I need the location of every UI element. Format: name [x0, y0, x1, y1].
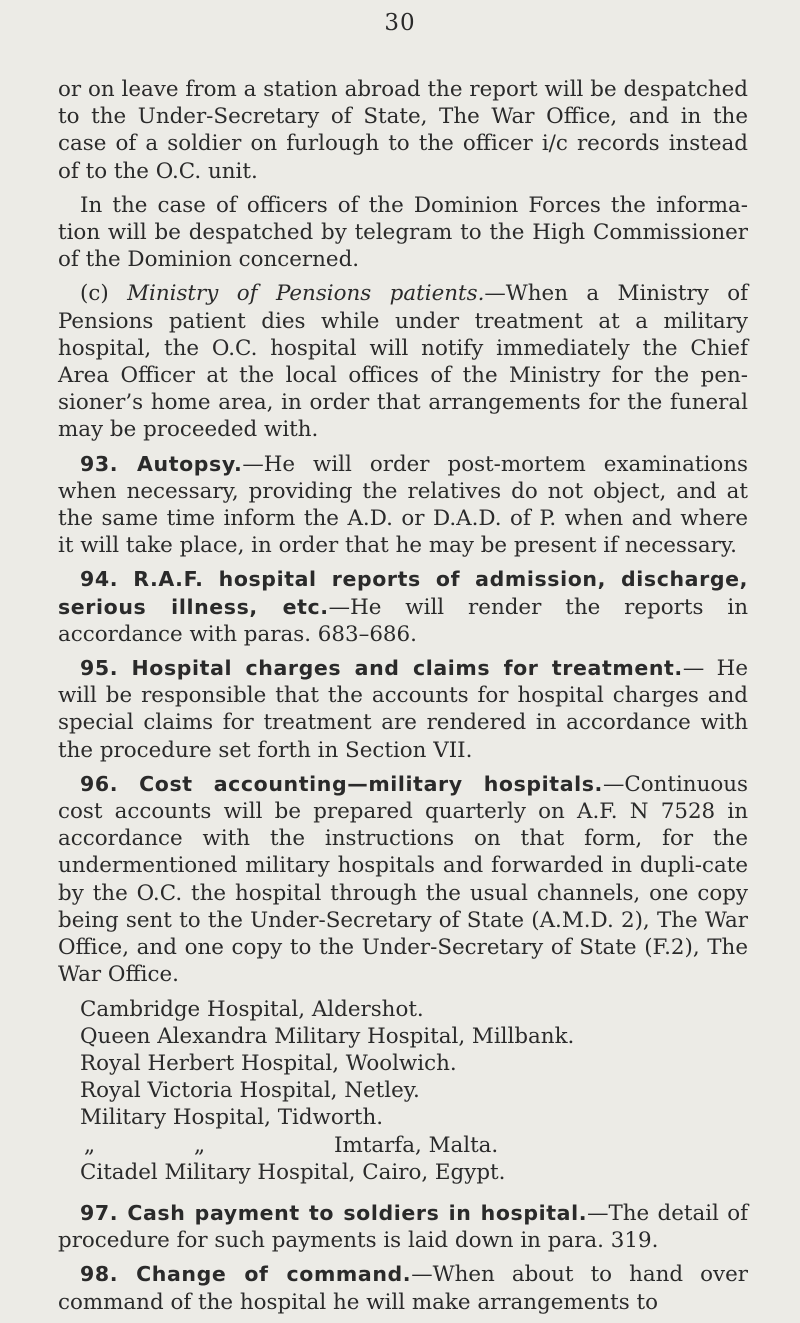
hospital-list-item: Citadel Military Hospital, Cairo, Egypt.	[80, 1159, 506, 1185]
ditto-marks	[80, 1132, 334, 1159]
paragraph-95-body: — He will be responsible that the accounts for hospital charges and special claims for treatment are rendered in accordance with the procedure set forth in Section VII.	[58, 656, 748, 763]
paragraph-94-heading: 94. R.A.F. hospital reports of admission, discharge, serious illness, etc.	[58, 567, 748, 619]
paragraph-97-heading: 97. Cash payment to soldiers in hospital.	[80, 1200, 588, 1225]
hospital-list-item: Cambridge Hospital, Aldershot.	[80, 996, 424, 1022]
paragraph-continuation: or on leave from a station abroad the report will be despatched to the Under-Secretary of State, The War Office, and in the case of a soldier on furlough to the officer i/c records instead of to the O.C. unit.	[58, 77, 748, 184]
hospital-list	[58, 996, 748, 1186]
paragraph-dominion-forces: In the case of officers of the Dominion Forces the informa-tion will be despatched by telegram to the High Commissioner of the Dominion concerned.	[58, 192, 748, 273]
paragraph-93-body: —He will order post-mortem examinations when necessary, providing the relatives do not object, and at the same time inform the A.D. or D.A.D. of P. when and where it will take place, in order that he may be present if necessary.	[58, 451, 748, 559]
paragraph-96-body: —Continuous cost accounts will be prepared quarterly on A.F. N 7528 in accordance with the instructions on that form, for the undermentioned military hospitals and forwarded in dupli-cate by the O.C. the hospital through the usual channels, one copy being sent to the Under-Secretary of State (A.M.D. 2), The War Office, and one copy to the Under-Secretary of State (F.2), The War Office.	[58, 771, 748, 988]
paragraph-93	[58, 451, 748, 560]
paragraph-95	[58, 655, 748, 764]
paragraph-95-heading: 95. Hospital charges and claims for treatment.	[80, 656, 683, 681]
paragraph-98-heading: 98. Change of command.	[80, 1262, 412, 1287]
ditto-mark: „	[84, 1132, 96, 1158]
hospital-list-item: Military Hospital, Tidworth.	[80, 1105, 384, 1131]
subsection-label: (c)	[80, 281, 109, 307]
document-body	[58, 76, 748, 1323]
paragraph-94	[58, 566, 748, 648]
page-number: 30	[384, 10, 416, 36]
subsection-heading: Ministry of Pensions patients.	[127, 281, 485, 307]
subsection-body: —When a Ministry of Pensions patient dies while under treatment at a military hospital, the O.C. hospital will notify immediately the Chief Area Officer at the local offices of the Ministry for the pen-sioner’s home area, in order that arrangements for the funeral may be proceeded with.	[58, 281, 749, 443]
ditto-mark: „	[194, 1132, 206, 1158]
paragraph-97	[58, 1200, 748, 1254]
hospital-place: Imtarfa, Malta.	[334, 1132, 499, 1158]
paragraph-ministry-of-pensions	[58, 280, 748, 443]
hospital-list-item	[80, 1132, 748, 1159]
hospital-list-item: Royal Victoria Hospital, Netley.	[80, 1078, 420, 1104]
paragraph-98-body: —When about to hand over command of the hospital he will make arrangements to	[58, 1262, 748, 1315]
hospital-list-item: Royal Herbert Hospital, Woolwich.	[80, 1050, 457, 1076]
paragraph-98	[58, 1261, 748, 1315]
paragraph-97-body: —The detail of procedure for such payments is laid down in para. 319.	[58, 1200, 748, 1254]
paragraph-93-heading: 93. Autopsy.	[80, 451, 243, 476]
paragraph-96	[58, 771, 748, 989]
hospital-list-item: Queen Alexandra Military Hospital, Millbank.	[80, 1023, 575, 1049]
paragraph-96-heading: 96. Cost accounting—military hospitals.	[80, 771, 603, 796]
paragraph-94-body: —He will render the reports in accordance with paras. 683–686.	[58, 594, 748, 647]
